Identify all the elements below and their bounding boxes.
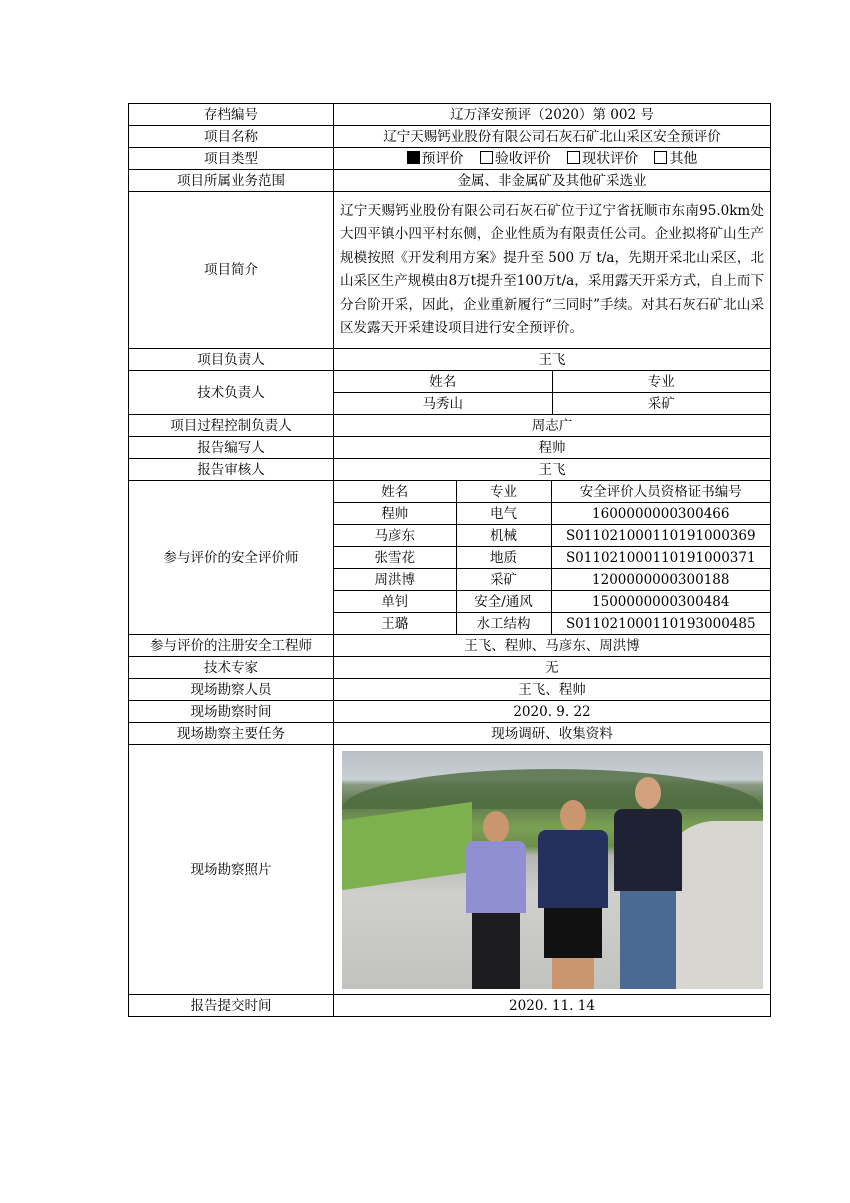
site-time-label: 现场勘察时间 (129, 701, 334, 723)
business-scope-label: 项目所属业务范围 (129, 170, 334, 192)
archive-no-label: 存档编号 (129, 104, 334, 126)
row-project-type (129, 148, 771, 170)
project-name-label: 项目名称 (129, 126, 334, 148)
site-survey-photo (342, 751, 763, 989)
tech-lead-major: 采矿 (552, 393, 770, 415)
project-lead-label: 项目负责人 (129, 349, 334, 371)
project-type-label: 项目类型 (129, 148, 334, 170)
submit-time-value: 2020. 11. 14 (334, 995, 771, 1017)
empty-box-icon (654, 151, 667, 164)
empty-box-icon (567, 151, 580, 164)
evaluator-major: 安全/通风 (456, 591, 551, 613)
evaluator-cert: 1600000000300466 (551, 503, 770, 525)
evaluator-row (334, 569, 770, 591)
evaluator-name: 周洪博 (334, 569, 456, 591)
tech-lead-col-name: 姓名 (334, 371, 552, 393)
row-business-scope (129, 170, 771, 192)
archive-no-value: 辽万泽安预评（2020）第 002 号 (334, 104, 771, 126)
project-info-table (128, 103, 771, 1017)
row-site-time (129, 701, 771, 723)
photo-field (342, 801, 472, 889)
row-project-lead (129, 349, 771, 371)
row-submit-time (129, 995, 771, 1017)
tech-lead-label: 技术负责人 (129, 371, 334, 415)
evaluator-row (334, 613, 770, 635)
project-lead-value: 王飞 (334, 349, 771, 371)
evaluators-header-row (334, 481, 770, 503)
type-option-label: 预评价 (421, 150, 464, 167)
writer-value: 程帅 (334, 437, 771, 459)
evaluator-major: 水工结构 (456, 613, 551, 635)
evaluator-cert: 1500000000300484 (551, 591, 770, 613)
evaluators-label: 参与评价的安全评价师 (129, 481, 334, 635)
checked-box-icon (407, 151, 420, 164)
experts-value: 无 (334, 657, 771, 679)
writer-label: 报告编写人 (129, 437, 334, 459)
row-site-photo (129, 745, 771, 995)
type-option-other[interactable] (654, 151, 697, 167)
row-engineers (129, 635, 771, 657)
row-intro (129, 192, 771, 349)
intro-text: 辽宁天赐钙业股份有限公司石灰石矿位于辽宁省抚顺市东南95.0km处大四平镇小四平村东侧，企业性质为有限责任公司。企业拟将矿山生产规模按照《开发利用方案》提升至 500 万 t/a，先期开采北山采区，北山采区生产规模由8万t提升至100万t/a，采用露天开采方式，自上而下分台阶开采，因此，企业重新履行“三同时”手续。对其石灰石矿北山采区发露天开采建设项目进行安全预评价。 (334, 192, 771, 349)
tech-lead-col-major: 专业 (552, 371, 770, 393)
site-staff-label: 现场勘察人员 (129, 679, 334, 701)
site-photo-cell (334, 745, 771, 995)
site-photo-label: 现场勘察照片 (129, 745, 334, 995)
evaluator-row (334, 525, 770, 547)
photo-person (460, 789, 532, 989)
type-option-label: 验收评价 (494, 150, 551, 167)
site-staff-value: 王飞、程帅 (334, 679, 771, 701)
tech-lead-table (334, 371, 770, 414)
evaluator-name: 王璐 (334, 613, 456, 635)
evaluator-major: 电气 (456, 503, 551, 525)
tech-lead-table-cell (334, 371, 771, 415)
evaluator-row (334, 547, 770, 569)
evaluator-cert: S011021000110193000485 (551, 613, 770, 635)
project-type-options (334, 148, 771, 170)
site-time-value: 2020. 9. 22 (334, 701, 771, 723)
evaluator-major: 机械 (456, 525, 551, 547)
engineers-label: 参与评价的注册安全工程师 (129, 635, 334, 657)
type-option-label: 现状评价 (582, 150, 639, 167)
empty-box-icon (480, 151, 493, 164)
evaluators-header: 安全评价人员资格证书编号 (551, 481, 770, 503)
site-task-value: 现场调研、收集资料 (334, 723, 771, 745)
row-site-staff (129, 679, 771, 701)
row-evaluators (129, 481, 771, 635)
evaluator-name: 马彦东 (334, 525, 456, 547)
evaluator-name: 单钊 (334, 591, 456, 613)
row-experts (129, 657, 771, 679)
reviewer-label: 报告审核人 (129, 459, 334, 481)
row-site-task (129, 723, 771, 745)
evaluator-cert: 1200000000300188 (551, 569, 770, 591)
evaluators-table-cell (334, 481, 771, 635)
tech-lead-name: 马秀山 (334, 393, 552, 415)
row-tech-lead (129, 371, 771, 415)
evaluator-major: 地质 (456, 547, 551, 569)
evaluator-name: 张雪花 (334, 547, 456, 569)
engineers-value: 王飞、程帅、马彦东、周洪博 (334, 635, 771, 657)
intro-label: 项目简介 (129, 192, 334, 349)
type-option-acceptance[interactable] (480, 151, 551, 167)
row-writer (129, 437, 771, 459)
photo-person (534, 774, 612, 989)
evaluators-header: 姓名 (334, 481, 456, 503)
evaluator-cert: S011021000110191000371 (551, 547, 770, 569)
row-reviewer (129, 459, 771, 481)
project-name-value: 辽宁天赐钙业股份有限公司石灰石矿北山采区安全预评价 (334, 126, 771, 148)
evaluators-table (334, 481, 770, 634)
type-option-status[interactable] (567, 151, 638, 167)
type-option-pre-eval[interactable] (407, 151, 464, 167)
photo-person (610, 761, 686, 989)
process-lead-value: 周志广 (334, 415, 771, 437)
business-scope-value: 金属、非金属矿及其他矿采选业 (334, 170, 771, 192)
row-archive-no (129, 104, 771, 126)
process-lead-label: 项目过程控制负责人 (129, 415, 334, 437)
row-project-name (129, 126, 771, 148)
submit-time-label: 报告提交时间 (129, 995, 334, 1017)
evaluator-major: 采矿 (456, 569, 551, 591)
site-task-label: 现场勘察主要任务 (129, 723, 334, 745)
row-process-lead (129, 415, 771, 437)
evaluator-name: 程帅 (334, 503, 456, 525)
reviewer-value: 王飞 (334, 459, 771, 481)
experts-label: 技术专家 (129, 657, 334, 679)
evaluators-header: 专业 (456, 481, 551, 503)
evaluator-row (334, 503, 770, 525)
evaluator-cert: S011021000110191000369 (551, 525, 770, 547)
evaluator-row (334, 591, 770, 613)
type-option-label: 其他 (669, 150, 698, 167)
